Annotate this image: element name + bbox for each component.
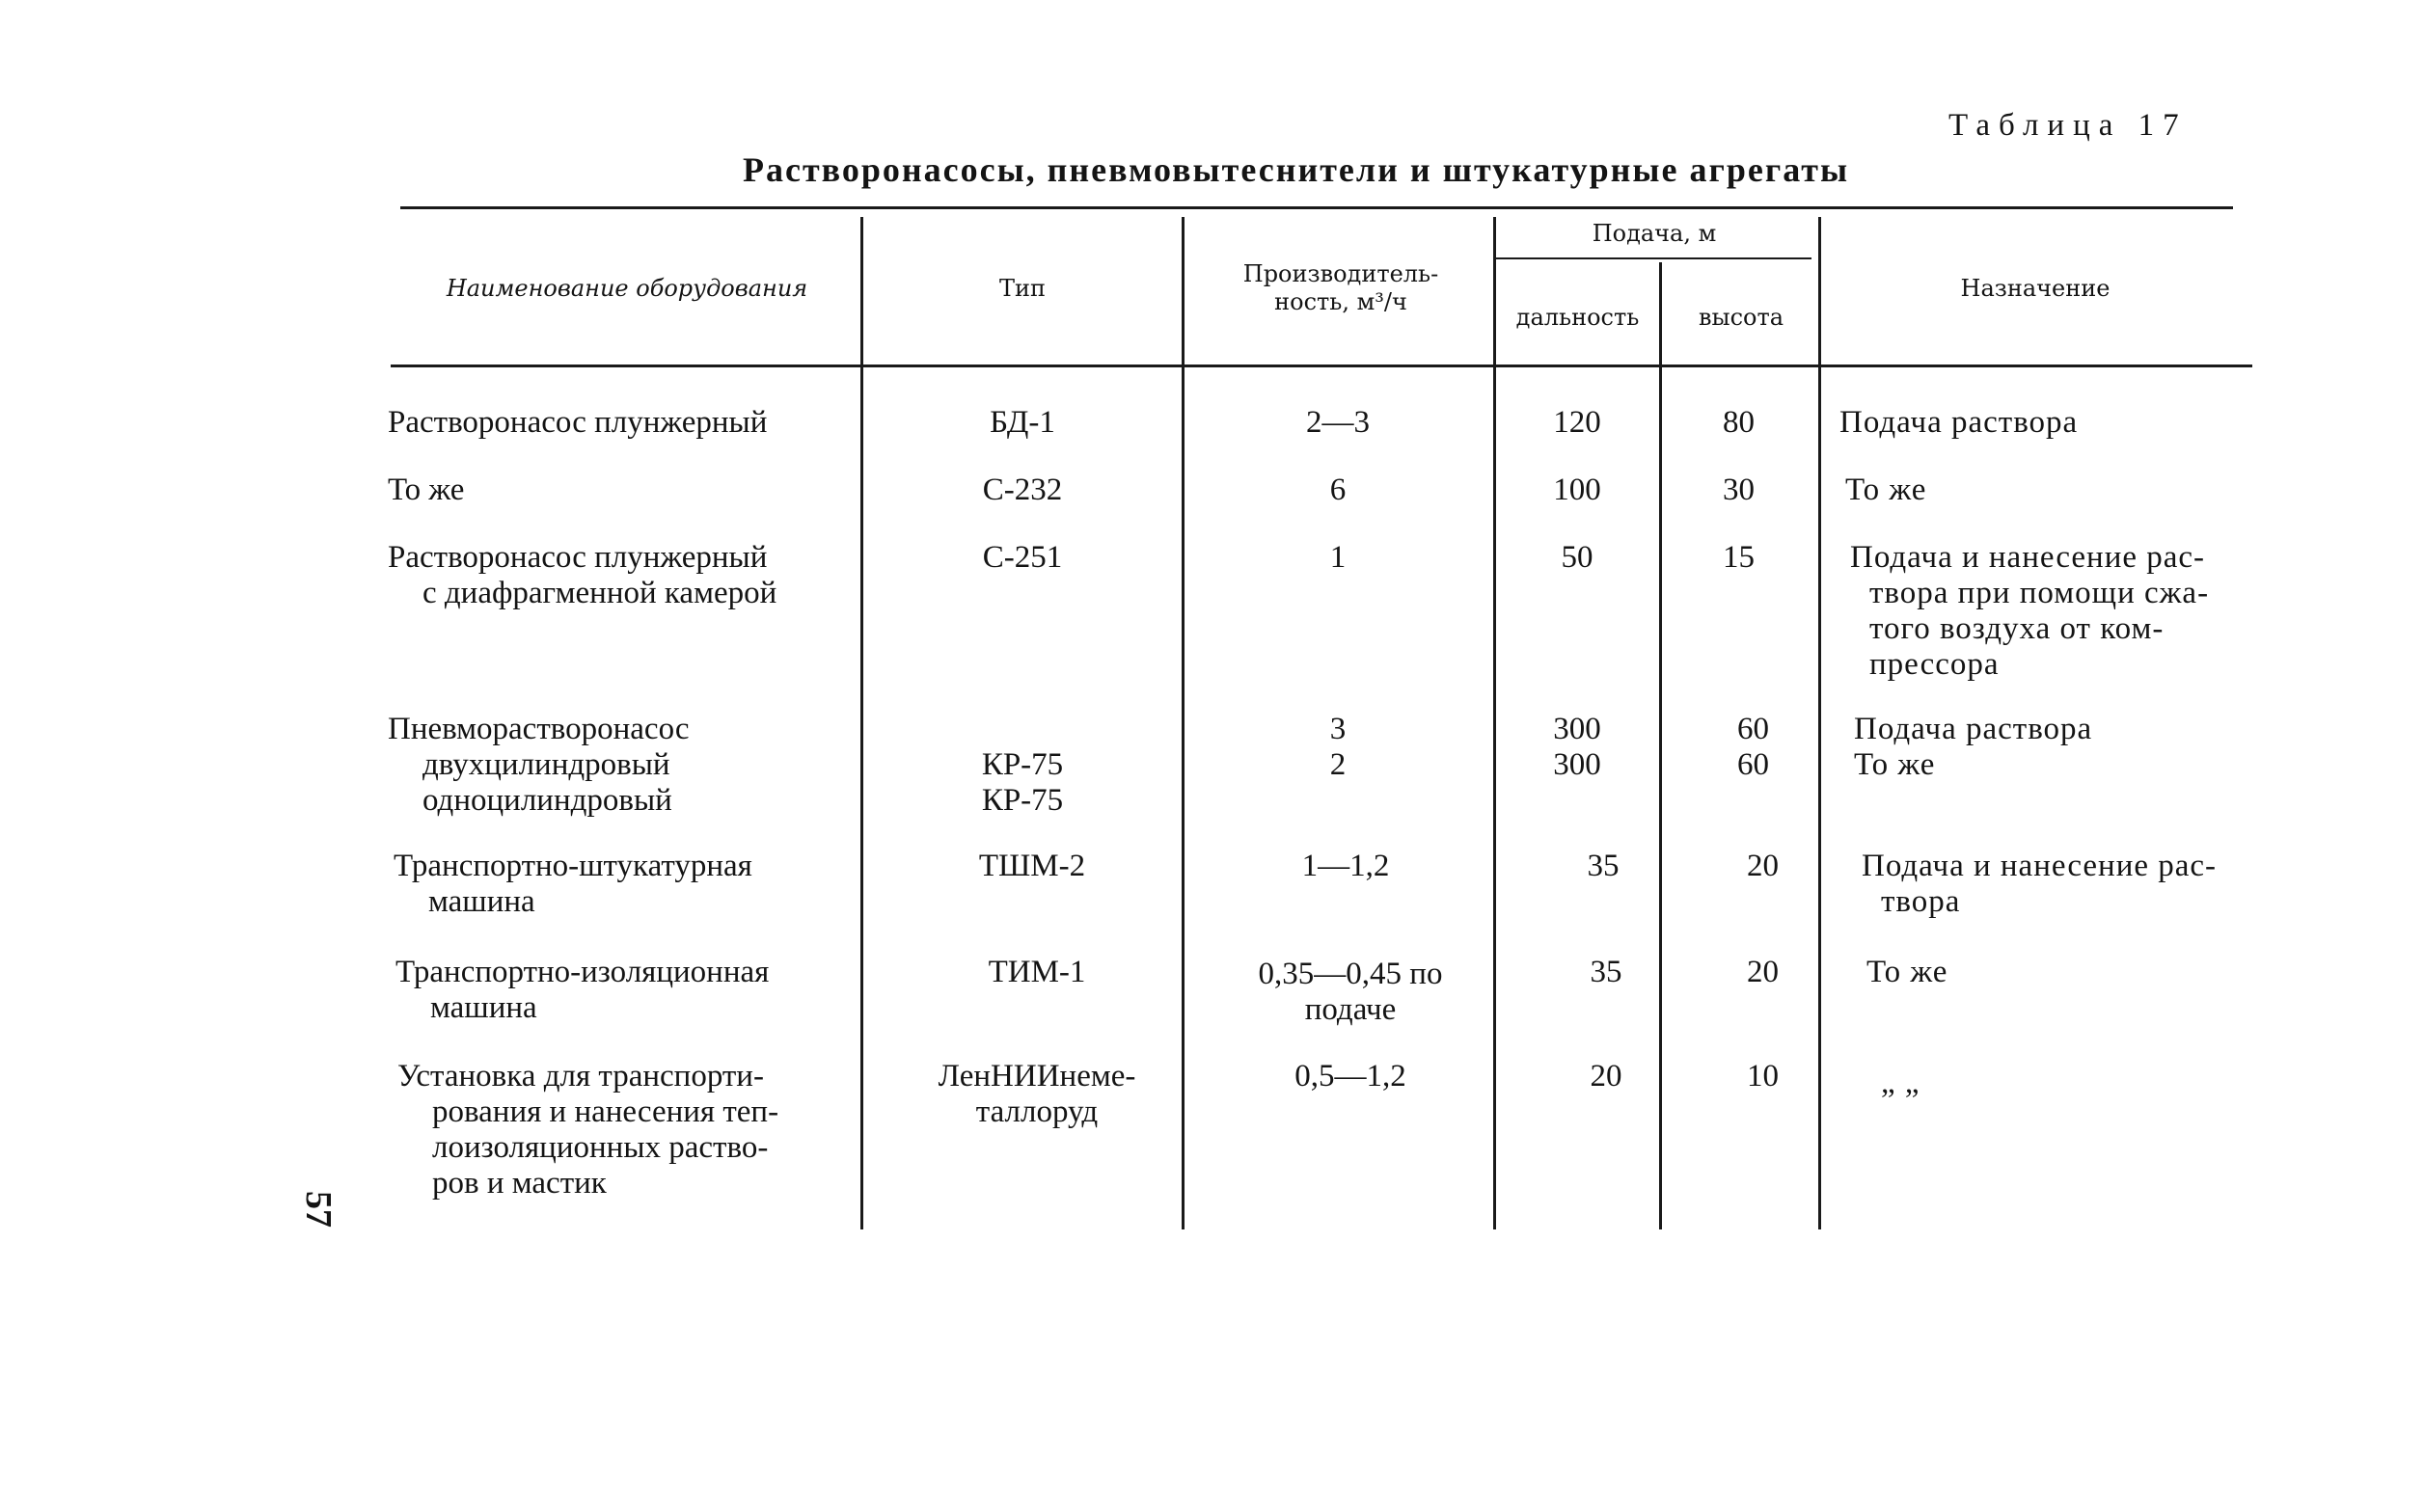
row-5-distance: 35 <box>1587 849 1620 883</box>
table-label: Таблица 17 <box>1948 108 2188 143</box>
row-7-productivity: 0,5—1,2 <box>1294 1059 1406 1094</box>
divider-name-type <box>860 217 863 1229</box>
row-6-name: Транспортно-изоляционная машина <box>395 955 770 1025</box>
row-4-type: КР-75 КР-75 <box>981 747 1064 818</box>
row-1-purpose: Подача раствора <box>1839 405 2079 440</box>
row-3-productivity: 1 <box>1329 540 1347 575</box>
row-4-productivity: 3 2 <box>1329 712 1347 782</box>
row-3-distance: 50 <box>1561 540 1593 575</box>
header-type: Тип <box>999 275 1046 302</box>
row-7-type: ЛенНИИнеме- таллоруд <box>938 1059 1136 1129</box>
row-6-type: ТИМ-1 <box>988 955 1086 989</box>
row-3-type: С-251 <box>982 540 1063 575</box>
row-5-type: ТШМ-2 <box>978 849 1086 883</box>
row-4-name: Пневморастворонасос двухцилиндровый одноцилиндровый <box>388 712 690 818</box>
row-2-distance: 100 <box>1553 472 1601 507</box>
header-productivity: Производитель- ность, м³/ч <box>1242 260 1439 315</box>
row-2-purpose: То же <box>1845 472 1927 507</box>
row-1-height: 80 <box>1723 405 1755 440</box>
row-4-purpose: Подача раствора То же <box>1854 712 2093 782</box>
row-1-name: Растворонасос плунжерный <box>388 405 768 440</box>
row-4-height: 60 60 <box>1737 712 1769 782</box>
row-3-name: Растворонасос плунжерный с диафрагменной камерой <box>388 540 777 610</box>
header-bottom-rule <box>391 364 2252 367</box>
table-title: Растворонасосы, пневмовытеснители и штукатурные агрегаты <box>743 150 1850 189</box>
page-number: 57 <box>298 1191 339 1228</box>
row-5-name: Транспортно-штукатурная машина <box>394 849 752 919</box>
header-distance: дальность <box>1515 304 1640 331</box>
header-purpose: Назначение <box>1960 275 2111 302</box>
row-6-purpose: То же <box>1866 955 1948 989</box>
header-name: Наименование оборудования <box>446 275 808 302</box>
row-5-productivity: 1—1,2 <box>1301 849 1390 883</box>
row-7-distance: 20 <box>1590 1059 1622 1094</box>
row-7-purpose: „ „ <box>1881 1066 1920 1100</box>
row-4-distance: 300 300 <box>1553 712 1601 782</box>
row-1-productivity: 2—3 <box>1306 405 1370 440</box>
row-2-type: С-232 <box>982 472 1063 507</box>
header-feed-group: Подача, м <box>1592 220 1717 247</box>
top-rule <box>400 206 2233 209</box>
row-2-height: 30 <box>1723 472 1755 507</box>
row-7-name: Установка для транспорти- рования и нанесения теп- лоизоляционных раство- ров и мастик <box>397 1059 779 1201</box>
row-5-purpose: Подача и нанесение рас- твора <box>1862 849 2218 919</box>
row-2-productivity: 6 <box>1329 472 1347 507</box>
row-6-distance: 35 <box>1590 955 1622 989</box>
row-3-height: 15 <box>1723 540 1755 575</box>
row-3-purpose: Подача и нанесение рас- твора при помощи сжа- того воздуха от ком- прессора <box>1850 540 2210 682</box>
row-6-height: 20 <box>1747 955 1779 989</box>
row-6-productivity: 0,35—0,45 по подаче <box>1258 957 1443 1027</box>
row-2-name: То же <box>388 472 465 507</box>
header-height: высота <box>1698 304 1784 331</box>
feed-group-rule <box>1493 257 1811 259</box>
row-1-type: БД-1 <box>990 405 1055 440</box>
row-7-height: 10 <box>1747 1059 1779 1094</box>
row-1-distance: 120 <box>1553 405 1601 440</box>
row-5-height: 20 <box>1747 849 1779 883</box>
